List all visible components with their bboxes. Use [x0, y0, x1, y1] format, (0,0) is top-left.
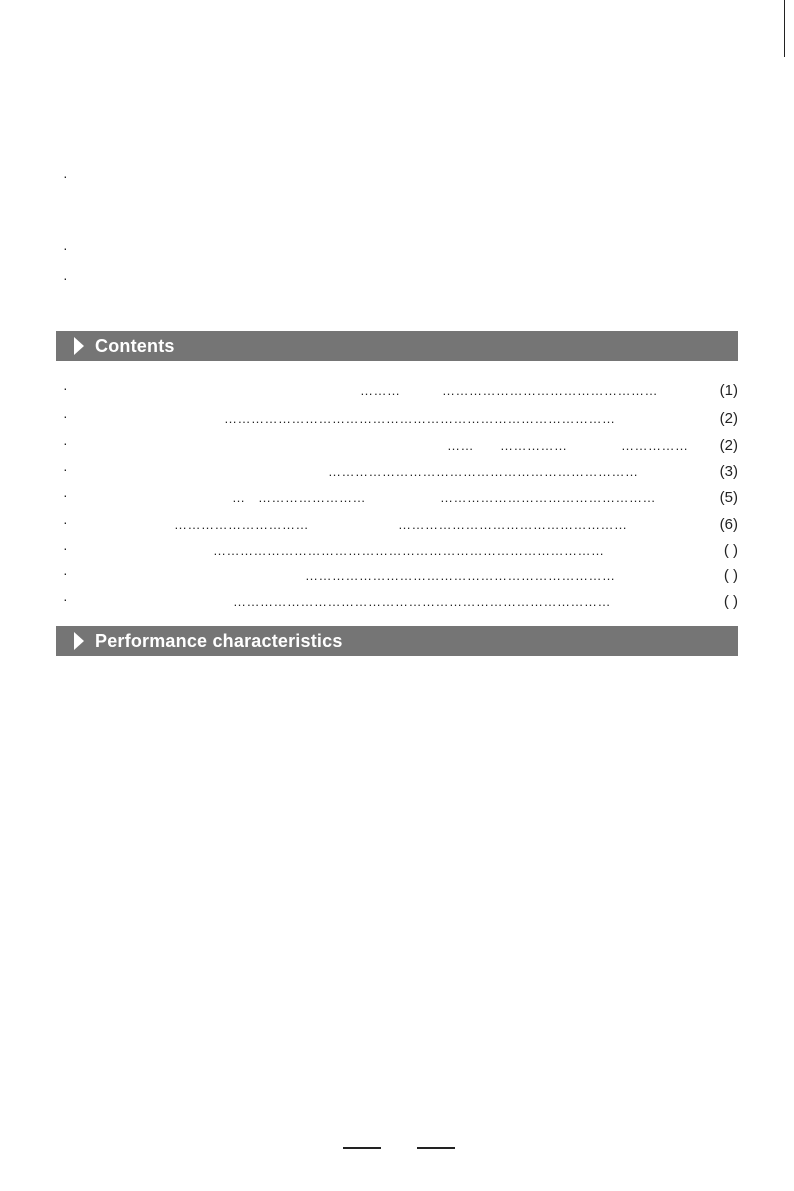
toc-bullet: ·: [63, 408, 68, 424]
toc-leader: ……………………: [258, 490, 366, 505]
toc-row[interactable]: [56, 566, 738, 586]
toc-row[interactable]: [56, 462, 738, 482]
performance-header-bar: [56, 626, 738, 656]
footer-rule-left: [343, 1147, 381, 1149]
toc-bullet: ·: [63, 487, 68, 503]
toc-leader: ……………………………………………: [398, 517, 628, 532]
toc-bullet: ·: [63, 514, 68, 530]
intro-bullet-2: ·: [63, 240, 68, 256]
toc-bullet: ·: [63, 591, 68, 607]
binding-edge-line: [784, 0, 785, 57]
contents-title: Contents: [95, 336, 175, 356]
toc-row[interactable]: [56, 592, 738, 612]
toc-leader: ……………………………………………………………: [328, 464, 639, 479]
toc-leader: …: [232, 490, 246, 505]
toc-page-number: (2): [719, 410, 738, 427]
toc-row[interactable]: [56, 541, 738, 561]
intro-bullet-3: ·: [63, 270, 68, 286]
toc-page-number: (3): [719, 463, 738, 480]
play-arrow-icon: [74, 632, 84, 650]
contents-header-bar: [56, 331, 738, 361]
footer-rule-right: [417, 1147, 455, 1149]
toc-row[interactable]: [56, 515, 738, 535]
toc-page-number: ( ): [723, 593, 738, 610]
toc-leader: ……: [447, 438, 474, 453]
toc-leader: …………………………………………………………………………: [233, 594, 611, 609]
toc-row[interactable]: [56, 409, 738, 429]
toc-bullet: ·: [63, 461, 68, 477]
toc-page-number: (6): [719, 516, 738, 533]
toc-row[interactable]: [56, 436, 738, 456]
toc-leader: …………………………: [174, 517, 309, 532]
toc-leader: ………: [360, 383, 401, 398]
toc-page-number: (1): [719, 382, 738, 399]
toc-leader: ……………………………………………………………………………: [224, 411, 616, 426]
toc-page-number: (5): [719, 489, 738, 506]
toc-row[interactable]: [56, 488, 738, 508]
toc-bullet: ·: [63, 435, 68, 451]
toc-page-number: (2): [719, 437, 738, 454]
toc-leader: ……………………………………………………………………………: [213, 543, 605, 558]
toc-bullet: ·: [63, 565, 68, 581]
toc-row[interactable]: [56, 381, 738, 401]
toc-page-number: ( ): [723, 542, 738, 559]
intro-bullet-1: ·: [63, 168, 68, 184]
toc-leader: …………………………………………: [442, 383, 658, 398]
toc-leader: ……………: [500, 438, 568, 453]
toc-leader: ……………: [621, 438, 689, 453]
toc-leader: ……………………………………………………………: [305, 568, 616, 583]
toc-leader: …………………………………………: [440, 490, 656, 505]
toc-bullet: ·: [63, 540, 68, 556]
play-arrow-icon: [74, 337, 84, 355]
performance-title: Performance characteristics: [95, 631, 343, 651]
toc-bullet: ·: [63, 380, 68, 396]
toc-page-number: ( ): [723, 567, 738, 584]
